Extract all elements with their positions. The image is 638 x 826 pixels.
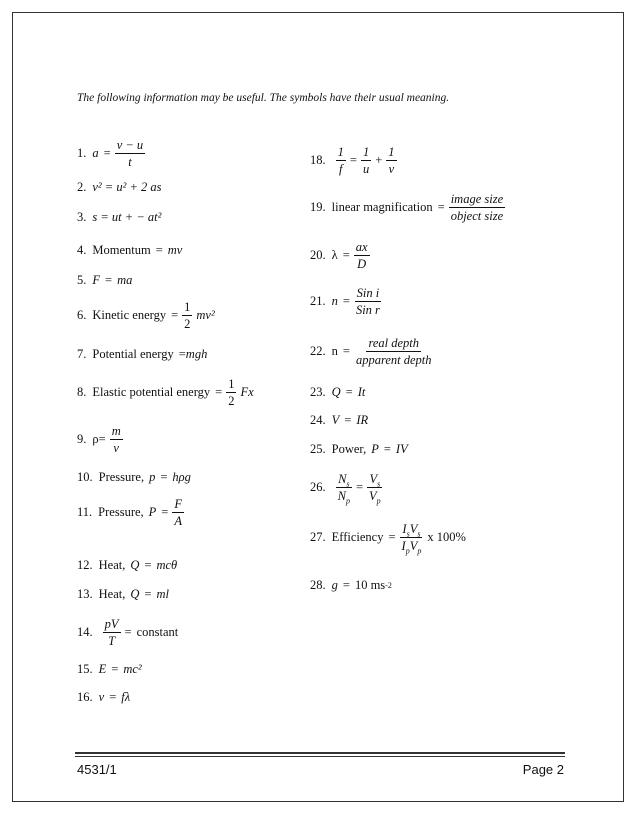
fraction: $\frac{ax}{D}$ bbox=[355, 240, 368, 272]
formula-18: 18. $\frac{1}{f}$ = $\frac{1}{u}$ + $\frac{1}{v}$ bbox=[310, 145, 395, 177]
formula-19: 19. linear magnification = $\frac{\text{image size}}{\text{object size}}$ bbox=[310, 192, 504, 224]
formula-12: 12. Heat, Q = mcθ bbox=[77, 558, 178, 572]
fraction: $\frac{I_sV_s}{I_pV_p}$ bbox=[401, 522, 422, 556]
fraction: $\frac{1}{v}$ bbox=[388, 145, 395, 177]
formula-13: 13. Heat, Q = ml bbox=[77, 587, 169, 601]
formula-14: 14. $\frac{pV}{T}$ = constant bbox=[77, 617, 179, 649]
formula-2: 2. v² = u² + 2 as bbox=[77, 180, 162, 194]
formula-27: 27. Efficiency = $\frac{I_sV_s}{I_pV_p}$ x 100% bbox=[310, 522, 466, 556]
intro-text: The following information may be useful. The symbols have their usual meaning. bbox=[77, 92, 450, 104]
formula-28: 28. g = 10 ms -2 bbox=[310, 578, 392, 592]
formula-24: 24. V = IR bbox=[310, 413, 369, 427]
formula-8: 8. Elastic potential energy = $\frac{1}{2}$ Fx bbox=[77, 377, 254, 409]
formula-16: 16. v = fλ bbox=[77, 690, 131, 704]
fraction: $\frac{\text{real depth}}{\text{apparent depth}}$ bbox=[355, 336, 432, 368]
fraction: $\frac{1}{u}$ bbox=[362, 145, 370, 177]
formula-1: 1. a = $\frac{v - u}{t}$ bbox=[77, 138, 144, 170]
formula-25: 25. Power, P = IV bbox=[310, 442, 408, 456]
formula-21: 21. n = $\frac{\text{Sin i}}{\text{Sin r}}$ bbox=[310, 286, 380, 318]
fraction: $\frac{\text{image size}}{\text{object size}}$ bbox=[450, 192, 504, 224]
footer-rule bbox=[75, 752, 565, 754]
paper-code: 4531/1 bbox=[77, 762, 117, 777]
footer-rule-thin bbox=[75, 756, 565, 757]
fraction: $\frac{1}{2}$ bbox=[184, 300, 191, 332]
formula-15: 15. E = mc² bbox=[77, 662, 142, 676]
formula-10: 10. Pressure, p = hρg bbox=[77, 470, 191, 484]
fraction: $\frac{m}{v}$ bbox=[111, 424, 121, 456]
fraction: $\frac{v - u}{t}$ bbox=[116, 138, 144, 170]
formula-3: 3. s = ut + − at² bbox=[77, 210, 162, 224]
formula-7: 7. Potential energy = mgh bbox=[77, 347, 208, 361]
fraction: $\frac{\text{Sin i}}{\text{Sin r}}$ bbox=[355, 286, 380, 318]
formula-11: 11. Pressure, P = $\frac{F}{A}$ bbox=[77, 497, 182, 529]
page-number: Page 2 bbox=[522, 762, 564, 777]
formula-6: 6. Kinetic energy = $\frac{1}{2}$ mv² bbox=[77, 300, 215, 332]
formula-23: 23. Q = It bbox=[310, 385, 366, 399]
fraction: $\frac{1}{f}$ bbox=[337, 145, 344, 177]
fraction: $\frac{V_s}{V_p}$ bbox=[369, 472, 381, 506]
formula-9: 9. ρ = $\frac{m}{v}$ bbox=[77, 424, 121, 456]
formula-22: 22. n = $\frac{\text{real depth}}{\text{apparent depth}}$ bbox=[310, 336, 432, 368]
fraction: $\frac{F}{A}$ bbox=[174, 497, 182, 529]
fraction: $\frac{pV}{T}$ bbox=[104, 617, 119, 649]
formula-26: 26. $\frac{N_s}{N_p}$ = $\frac{V_s}{V_p}$ bbox=[310, 472, 381, 506]
formula-5: 5. F = ma bbox=[77, 273, 133, 287]
formula-20: 20. λ = $\frac{ax}{D}$ bbox=[310, 240, 368, 272]
fraction: $\frac{N_s}{N_p}$ bbox=[337, 472, 350, 506]
fraction: $\frac{1}{2}$ bbox=[228, 377, 235, 409]
formula-4: 4. Momentum = mv bbox=[77, 243, 183, 257]
